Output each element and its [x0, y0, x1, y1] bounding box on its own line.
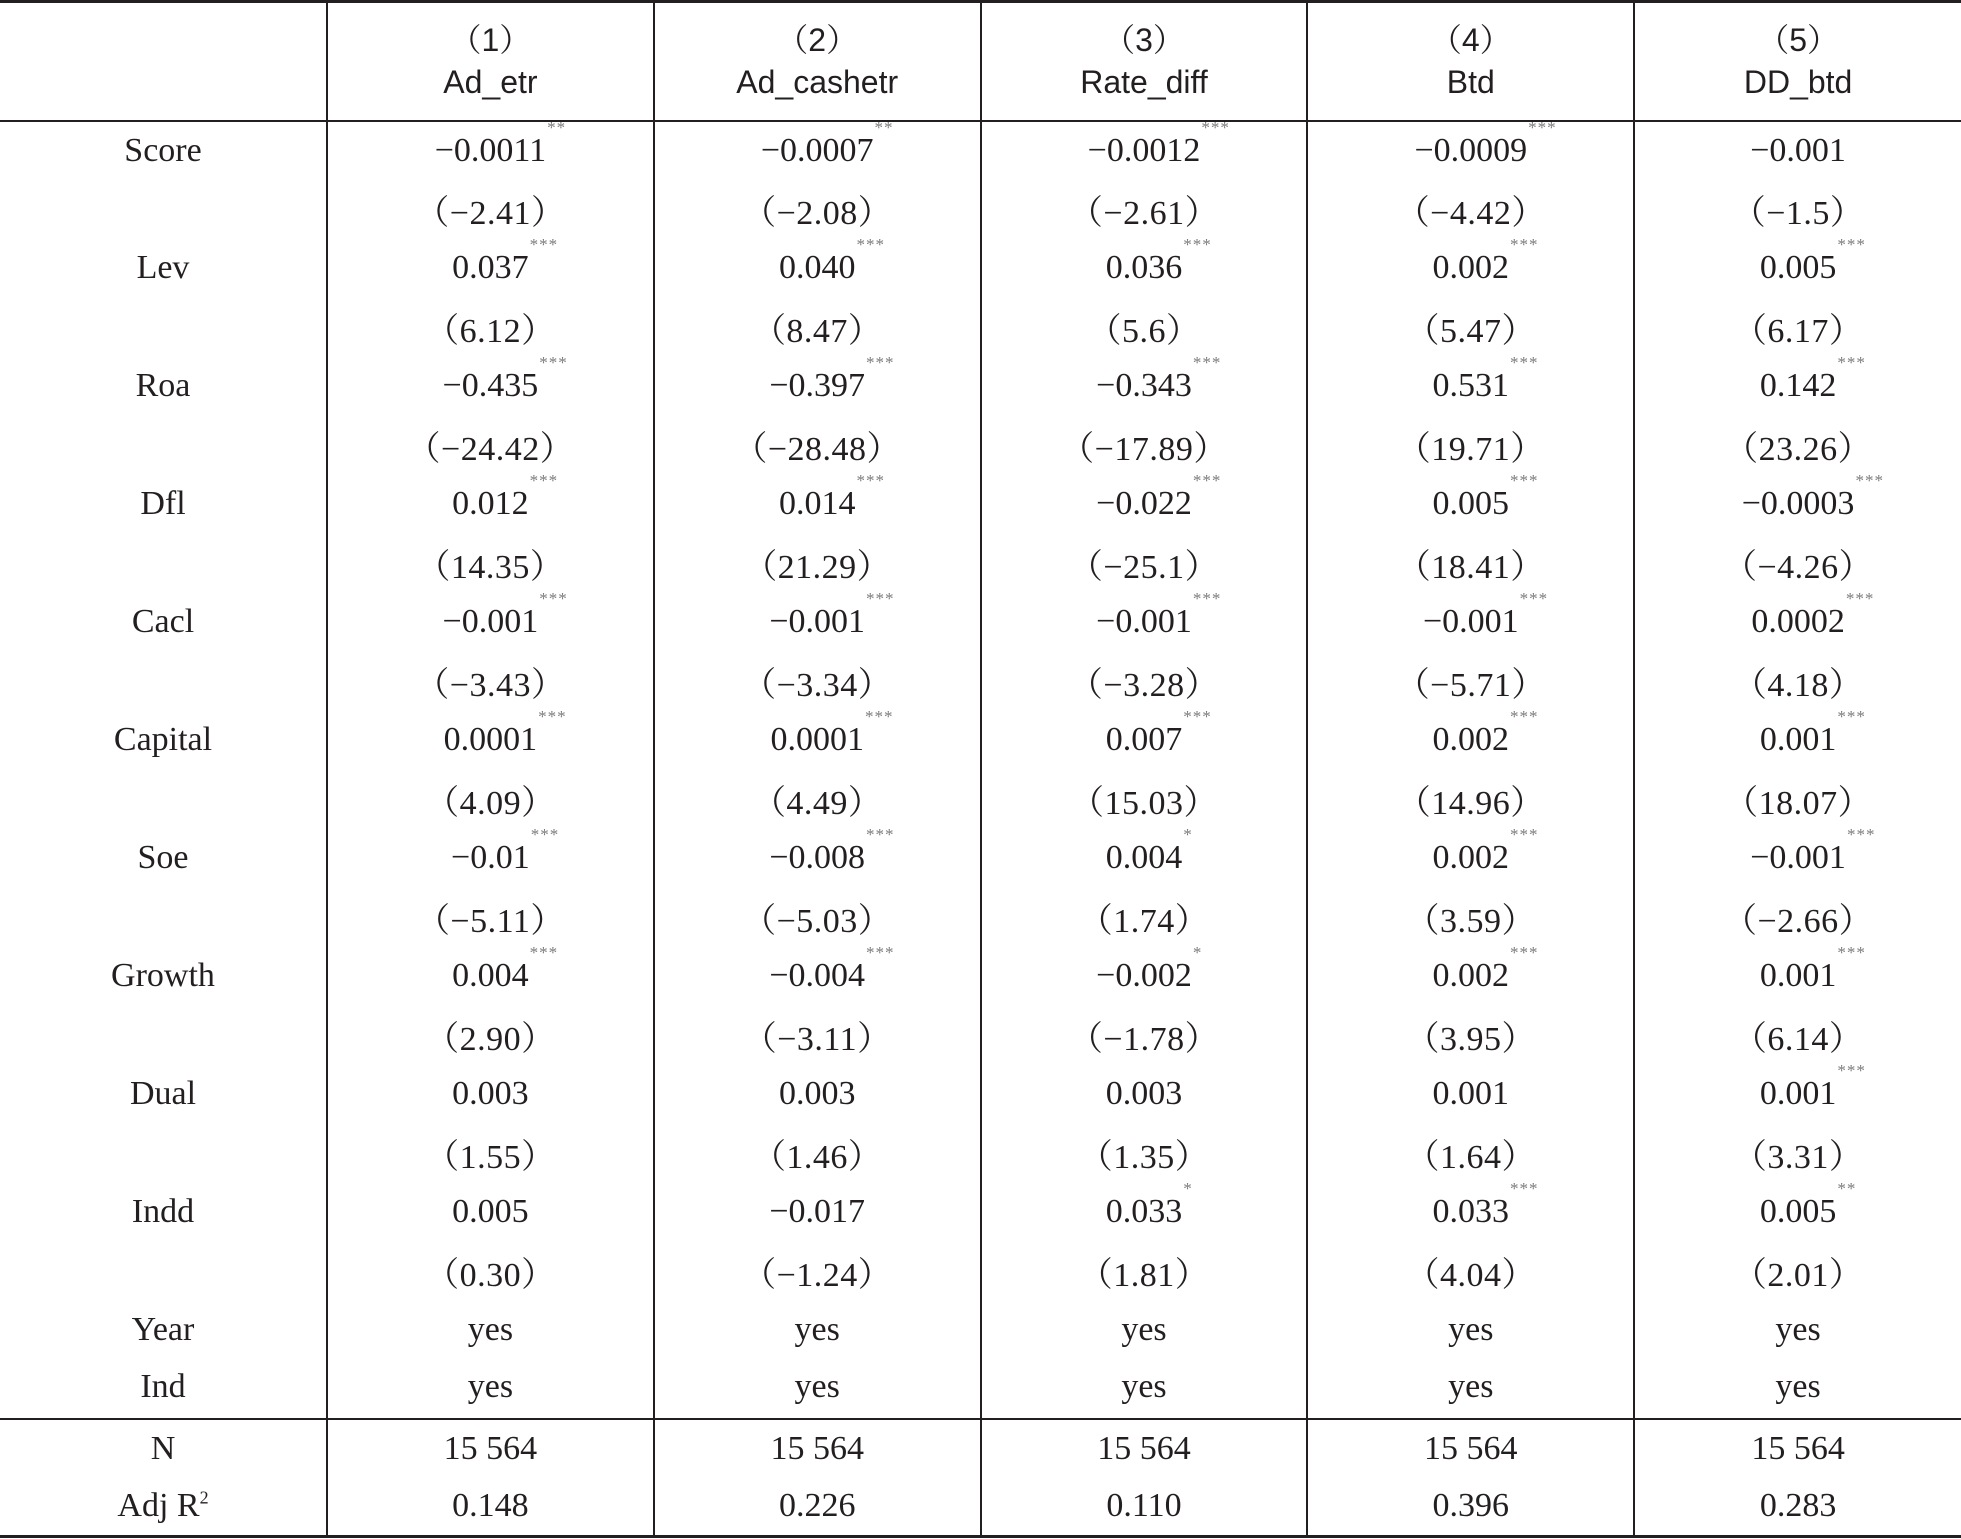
coefficient-wrap: 0.033 *** [1432, 1179, 1539, 1230]
coefficient-cell [1307, 235, 1634, 298]
stat-cell: 15 564 [981, 1419, 1308, 1478]
table-row-coefficient [0, 239, 1961, 298]
coefficient-wrap: −0.0007 ** [760, 117, 894, 169]
coefficient-value: −0.0011 [434, 131, 547, 169]
coefficient-cell [654, 235, 981, 298]
coefficient-cell [981, 1065, 1308, 1124]
table-row-coefficient [0, 1183, 1961, 1242]
coefficient-wrap: 0.014 *** [778, 471, 885, 522]
table-row-tstat [0, 770, 1961, 829]
coefficient-wrap: 0.002 *** [1432, 825, 1539, 876]
coefficient-cell [1634, 235, 1961, 298]
coefficient-cell [1634, 825, 1961, 888]
tstat-cell: （1.64） [1307, 1124, 1634, 1183]
column-number: （4） [1429, 22, 1512, 59]
coefficient-cell [327, 943, 654, 1006]
coefficient-cell [1634, 943, 1961, 1006]
coefficient-value: 0.004 [1105, 839, 1183, 876]
stat-cell: 0.226 [654, 1478, 981, 1537]
tstat-cell: （2.90） [327, 1006, 654, 1065]
column-header [1307, 2, 1634, 121]
coefficient-value: 0.033 [1105, 1193, 1183, 1230]
tstat-cell: （6.14） [1634, 1006, 1961, 1065]
stat-cell: 0.283 [1634, 1478, 1961, 1537]
header-row [0, 2, 1961, 121]
coefficient-value: −0.343 [1096, 367, 1192, 404]
coefficient-wrap: 0.531 *** [1432, 353, 1539, 404]
coefficient-wrap: −0.022 *** [1096, 471, 1222, 522]
tstat-cell: （−2.66） [1634, 888, 1961, 947]
tstat-cell: （5.47） [1307, 298, 1634, 357]
coefficient-value: −0.001 [442, 603, 539, 640]
coefficient-value: −0.002 [1096, 957, 1192, 994]
coefficient-cell [1307, 1179, 1634, 1242]
header-corner [0, 2, 327, 121]
coefficient-wrap: 0.001 *** [1759, 943, 1866, 994]
coefficient-value: −0.001 [1750, 131, 1846, 169]
coefficient-wrap: 0.012 *** [452, 471, 559, 522]
coefficient-cell [1307, 117, 1634, 180]
row-label: Year [131, 1311, 195, 1348]
tstat-cell: （−2.08） [654, 180, 981, 239]
coefficient-wrap: −0.002 * [1096, 943, 1203, 994]
column-number: （2） [776, 22, 859, 59]
coefficient-value: 0.531 [1432, 367, 1510, 404]
coefficient-wrap: 0.005 *** [1432, 471, 1539, 522]
coefficient-wrap: 0.040 *** [778, 235, 885, 286]
tstat-cell: （−3.28） [981, 652, 1308, 711]
tstat-cell: （14.35） [327, 534, 654, 593]
row-label-empty [0, 534, 327, 593]
coefficient-value: −0.001 [1096, 603, 1192, 640]
table-row-coefficient [0, 357, 1961, 416]
coefficient-value: −0.004 [769, 957, 866, 994]
tstat-cell: （−3.34） [654, 652, 981, 711]
coefficient-wrap [769, 1193, 865, 1231]
tstat-cell: （1.55） [327, 1124, 654, 1183]
coefficient-cell [1307, 471, 1634, 534]
coefficient-cell [654, 117, 981, 180]
coefficient-wrap [452, 1075, 529, 1113]
coefficient-cell [327, 589, 654, 652]
table-row-tstat [0, 298, 1961, 357]
coefficient-value: 0.003 [778, 1075, 856, 1112]
row-label-empty [0, 888, 327, 947]
tstat-cell: （−28.48） [654, 416, 981, 475]
control-cell: yes [1634, 1360, 1961, 1419]
coefficient-cell [654, 471, 981, 534]
coefficient-value: 0.004 [452, 957, 529, 994]
table-row-tstat [0, 1124, 1961, 1183]
coefficient-cell [1307, 707, 1634, 770]
tstat-cell: （−3.43） [327, 652, 654, 711]
coefficient-cell [1634, 353, 1961, 416]
coefficient-value: −0.0009 [1414, 131, 1528, 169]
tstat-cell: （6.12） [327, 298, 654, 357]
tstat-cell: （14.96） [1307, 770, 1634, 829]
table-row-n [0, 1419, 1961, 1478]
coefficient-wrap: 0.005 *** [1759, 235, 1866, 286]
table-row-coefficient [0, 711, 1961, 770]
coefficient-cell [1307, 589, 1634, 652]
row-label-empty [0, 1242, 327, 1301]
coefficient-value: 0.036 [1105, 249, 1183, 286]
tstat-cell: （4.49） [654, 770, 981, 829]
coefficient-cell [1634, 589, 1961, 652]
table-row-tstat [0, 180, 1961, 239]
tstat-cell: （23.26） [1634, 416, 1961, 475]
tstat-cell: （21.29） [654, 534, 981, 593]
control-cell: yes [654, 1301, 981, 1360]
table-row-coefficient [0, 1065, 1961, 1124]
coefficient-value: −0.0012 [1087, 131, 1201, 169]
coefficient-wrap: −0.001 *** [1096, 589, 1222, 640]
coefficient-wrap: 0.033 * [1105, 1179, 1193, 1230]
coefficient-cell [1634, 1179, 1961, 1242]
row-label-empty [0, 416, 327, 475]
row-label: N [0, 1419, 327, 1478]
coefficient-cell [1634, 121, 1961, 180]
coefficient-wrap: 0.0001 *** [443, 707, 567, 758]
coefficient-cell [327, 1065, 654, 1124]
tstat-cell: （−1.78） [981, 1006, 1308, 1065]
tstat-cell: （3.59） [1307, 888, 1634, 947]
tstat-cell: （−1.24） [654, 1242, 981, 1301]
coefficient-cell [1307, 1065, 1634, 1124]
coefficient-wrap [452, 1193, 529, 1231]
table-row-coefficient [0, 829, 1961, 888]
summary-rows [0, 1419, 1961, 1537]
tstat-cell: （1.35） [981, 1124, 1308, 1183]
column-header [654, 2, 981, 121]
coefficient-cell [981, 117, 1308, 180]
row-label: Indd [131, 1193, 195, 1230]
row-label: Roa [135, 367, 191, 404]
tstat-cell: （18.07） [1634, 770, 1961, 829]
tstat-cell: （−25.1） [981, 534, 1308, 593]
coefficient-cell [654, 589, 981, 652]
tstat-cell: （−5.71） [1307, 652, 1634, 711]
coefficient-cell [327, 117, 654, 180]
coefficient-wrap [1750, 132, 1846, 170]
coefficient-cell [981, 825, 1308, 888]
tstat-cell: （−17.89） [981, 416, 1308, 475]
coefficient-cell [327, 707, 654, 770]
coefficient-value: 0.001 [1759, 1075, 1837, 1112]
tstat-cell: （18.41） [1307, 534, 1634, 593]
control-cell: yes [654, 1360, 981, 1419]
stat-cell: 0.110 [981, 1478, 1308, 1537]
stat-cell: 0.148 [327, 1478, 654, 1537]
tstat-cell: （−2.41） [327, 180, 654, 239]
coefficient-wrap: −0.01 *** [451, 825, 560, 876]
table-row-adj-r2 [0, 1478, 1961, 1537]
coefficient-rows [0, 117, 1961, 1419]
row-label-text: Adj R [117, 1487, 200, 1525]
table-row-tstat [0, 652, 1961, 711]
coefficient-cell [654, 707, 981, 770]
table-row-tstat [0, 416, 1961, 475]
coefficient-cell [1307, 825, 1634, 888]
control-cell: yes [981, 1301, 1308, 1360]
column-header [981, 2, 1308, 121]
coefficient-wrap [779, 1075, 856, 1113]
table-row-coefficient [0, 593, 1961, 652]
coefficient-wrap: 0.004 *** [452, 943, 559, 994]
table-row-tstat [0, 1006, 1961, 1065]
coefficient-cell [327, 235, 654, 298]
coefficient-value: 0.0002 [1751, 603, 1845, 640]
tstat-cell: （15.03） [981, 770, 1308, 829]
tstat-cell: （−1.5） [1634, 180, 1961, 239]
coefficient-wrap: −0.343 *** [1096, 353, 1222, 404]
row-label: Ind [140, 1367, 186, 1405]
coefficient-value: 0.040 [778, 249, 856, 286]
coefficient-value: −0.001 [769, 603, 866, 640]
coefficient-value: −0.022 [1096, 485, 1192, 522]
coefficient-value: −0.0007 [760, 131, 874, 169]
table-row-coefficient [0, 475, 1961, 534]
control-cell: yes [1634, 1301, 1961, 1360]
coefficient-cell [654, 943, 981, 1006]
table-row-tstat [0, 888, 1961, 947]
tstat-cell: （0.30） [327, 1242, 654, 1301]
column-number: （5） [1757, 22, 1839, 59]
coefficient-wrap: −0.004 *** [769, 943, 895, 994]
tstat-cell: （−5.03） [654, 888, 981, 947]
column-name: Ad_etr [443, 64, 538, 101]
tstat-cell: （4.09） [327, 770, 654, 829]
control-cell: yes [1307, 1360, 1634, 1419]
coefficient-value: −0.017 [769, 1193, 866, 1230]
coefficient-value: 0.001 [1759, 957, 1837, 994]
stat-cell: 15 564 [654, 1419, 981, 1478]
coefficient-wrap: 0.036 *** [1105, 235, 1212, 286]
coefficient-value: −0.001 [1422, 603, 1519, 640]
row-label: Dfl [140, 485, 186, 522]
coefficient-value: 0.142 [1759, 367, 1837, 404]
row-label-empty [0, 652, 327, 711]
tstat-cell: （−24.42） [327, 416, 654, 475]
coefficient-wrap: −0.435 *** [442, 353, 568, 404]
tstat-cell: （19.71） [1307, 416, 1634, 475]
tstat-cell: （−5.11） [327, 888, 654, 947]
coefficient-wrap [1433, 1075, 1510, 1113]
coefficient-cell [981, 235, 1308, 298]
coefficient-value: 0.005 [452, 1193, 529, 1230]
column-name: Btd [1446, 64, 1495, 101]
coefficient-wrap: −0.008 *** [769, 825, 895, 876]
tstat-cell: （6.17） [1634, 298, 1961, 357]
row-label: Soe [137, 839, 189, 876]
row-label-empty [0, 180, 327, 239]
coefficient-cell [654, 1183, 981, 1242]
coefficient-wrap: −0.0012 *** [1087, 117, 1230, 169]
row-label: Score [124, 131, 202, 169]
coefficient-value: 0.001 [1432, 1075, 1510, 1112]
row-label: Capital [113, 721, 213, 758]
coefficient-wrap: 0.005 ** [1759, 1179, 1857, 1230]
coefficient-cell [1307, 943, 1634, 1006]
coefficient-value: 0.005 [1759, 249, 1837, 286]
coefficient-cell [981, 707, 1308, 770]
column-name: Rate_diff [1080, 64, 1208, 101]
coefficient-value: 0.005 [1759, 1193, 1837, 1230]
tstat-cell: （1.46） [654, 1124, 981, 1183]
coefficient-wrap: −0.001 *** [769, 589, 895, 640]
coefficient-cell [1634, 707, 1961, 770]
coefficient-cell [1634, 1061, 1961, 1124]
row-label: Lev [136, 249, 190, 286]
row-label-empty [0, 1124, 327, 1183]
coefficient-cell [981, 1179, 1308, 1242]
coefficient-wrap: −0.0009 *** [1414, 117, 1557, 169]
stat-cell: 0.396 [1307, 1478, 1634, 1537]
coefficient-wrap: 0.002 *** [1432, 707, 1539, 758]
coefficient-value: 0.007 [1105, 721, 1183, 758]
coefficient-cell [654, 1065, 981, 1124]
coefficient-cell [327, 1183, 654, 1242]
table-row-coefficient [0, 947, 1961, 1006]
coefficient-value: 0.002 [1432, 249, 1510, 286]
coefficient-wrap: 0.007 *** [1105, 707, 1212, 758]
coefficient-wrap: −0.001 *** [1422, 589, 1549, 640]
coefficient-value: −0.397 [769, 367, 866, 404]
coefficient-wrap: 0.142 *** [1759, 353, 1866, 404]
tstat-cell: （−4.26） [1634, 534, 1961, 593]
table-row-control [0, 1301, 1961, 1360]
coefficient-value: 0.001 [1759, 721, 1837, 758]
coefficient-value: 0.005 [1432, 485, 1510, 522]
coefficient-cell [654, 825, 981, 888]
coefficient-wrap: 0.001 *** [1759, 1061, 1866, 1112]
tstat-cell: （4.04） [1307, 1242, 1634, 1301]
coefficient-cell [1634, 471, 1961, 534]
coefficient-wrap: 0.0002 *** [1751, 589, 1875, 640]
coefficient-value: 0.0001 [443, 721, 538, 758]
coefficient-wrap: −0.0003 *** [1741, 471, 1884, 522]
coefficient-wrap: −0.397 *** [769, 353, 895, 404]
coefficient-cell [327, 353, 654, 416]
tstat-cell: （−2.61） [981, 180, 1308, 239]
stat-cell: 15 564 [1307, 1419, 1634, 1478]
column-number: （1） [449, 22, 532, 59]
coefficient-value: −0.001 [1750, 839, 1846, 876]
coefficient-value: −0.435 [442, 367, 539, 404]
tstat-cell: （8.47） [654, 298, 981, 357]
coefficient-value: −0.01 [451, 839, 530, 876]
table-row-coefficient [0, 121, 1961, 180]
coefficient-value: −0.008 [769, 839, 866, 876]
row-label-superscript: 2 [199, 1487, 209, 1508]
coefficient-wrap: 0.001 *** [1759, 707, 1866, 758]
control-cell: yes [1307, 1301, 1634, 1360]
tstat-cell: （4.18） [1634, 652, 1961, 711]
coefficient-wrap: 0.002 *** [1432, 235, 1539, 286]
row-label: Growth [111, 957, 215, 994]
coefficient-value: 0.003 [452, 1075, 529, 1112]
coefficient-wrap: 0.037 *** [452, 235, 559, 286]
coefficient-value: 0.012 [452, 485, 529, 522]
tstat-cell: （−4.42） [1307, 180, 1634, 239]
tstat-cell: （5.6） [981, 298, 1308, 357]
coefficient-value: 0.037 [452, 249, 529, 286]
coefficient-value: −0.0003 [1741, 485, 1855, 522]
row-label: Cacl [131, 603, 195, 640]
coefficient-value: 0.014 [778, 485, 856, 522]
row-label-empty [0, 1006, 327, 1065]
control-cell: yes [327, 1301, 654, 1360]
coefficient-value: 0.033 [1432, 1193, 1510, 1230]
coefficient-wrap [1106, 1075, 1183, 1113]
coefficient-wrap: 0.002 *** [1432, 943, 1539, 994]
coefficient-cell [981, 471, 1308, 534]
tstat-cell: （2.01） [1634, 1242, 1961, 1301]
coefficient-value: 0.0001 [770, 721, 864, 758]
coefficient-cell [981, 353, 1308, 416]
table-row-tstat [0, 534, 1961, 593]
coefficient-cell [327, 471, 654, 534]
coefficient-cell [981, 943, 1308, 1006]
control-cell: yes [327, 1360, 654, 1419]
coefficient-value: 0.003 [1105, 1075, 1183, 1112]
tstat-cell: （3.95） [1307, 1006, 1634, 1065]
tstat-cell: （−3.11） [654, 1006, 981, 1065]
coefficient-value: 0.002 [1432, 839, 1510, 876]
column-name: Ad_cashetr [736, 64, 899, 101]
column-number: （3） [1103, 22, 1185, 59]
tstat-cell: （1.74） [981, 888, 1308, 947]
table-row-tstat [0, 1242, 1961, 1301]
row-label [0, 1478, 327, 1537]
control-cell: yes [981, 1360, 1308, 1419]
stat-cell: 15 564 [327, 1419, 654, 1478]
row-label-empty [0, 770, 327, 829]
coefficient-cell [1307, 353, 1634, 416]
column-header [1634, 2, 1961, 121]
coefficient-wrap: −0.0011 ** [434, 117, 567, 169]
tstat-cell: （1.81） [981, 1242, 1308, 1301]
row-label: Dual [129, 1075, 197, 1112]
tstat-cell: （3.31） [1634, 1124, 1961, 1183]
coefficient-value: 0.002 [1432, 957, 1510, 994]
coefficient-wrap: 0.0001 *** [770, 707, 894, 758]
coefficient-cell [654, 353, 981, 416]
table-row-control [0, 1360, 1961, 1419]
stat-cell: 15 564 [1634, 1419, 1961, 1478]
coefficient-wrap: −0.001 *** [442, 589, 568, 640]
coefficient-wrap: −0.001 *** [1750, 825, 1876, 876]
column-header [327, 2, 654, 121]
coefficient-wrap: 0.004 * [1105, 825, 1193, 876]
column-name: DD_btd [1743, 64, 1853, 101]
coefficient-cell [981, 589, 1308, 652]
coefficient-value: 0.002 [1432, 721, 1510, 758]
coefficient-cell [327, 825, 654, 888]
row-label-empty [0, 298, 327, 357]
